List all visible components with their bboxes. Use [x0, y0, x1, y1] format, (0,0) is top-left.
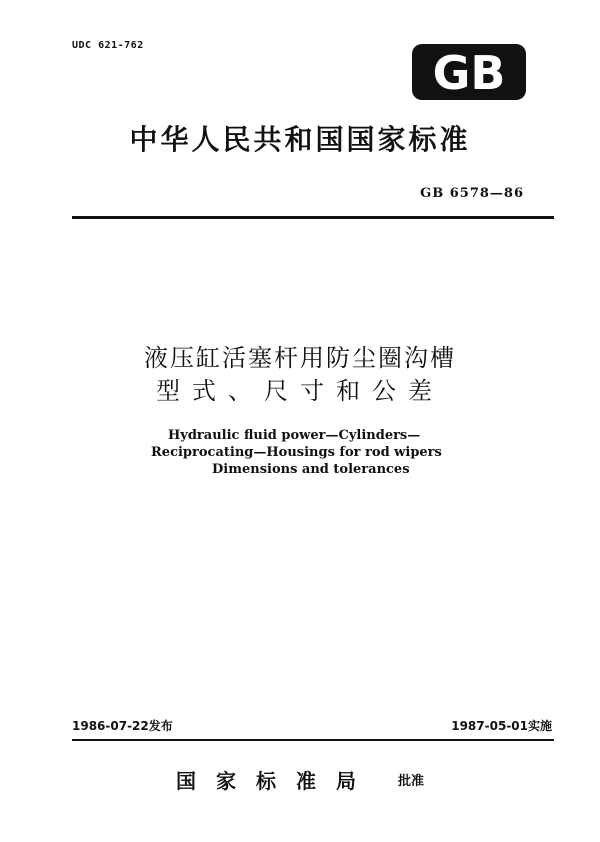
title-en-line-1: Hydraulic fluid power—Cylinders—	[168, 428, 421, 443]
title-zh-line-1: 液压缸活塞杆用防尘圈沟槽	[144, 344, 456, 372]
footer-divider	[72, 739, 554, 741]
title-en-line-3: Dimensions and tolerances	[212, 462, 410, 477]
standard-number: GB 6578—86	[420, 186, 524, 201]
issue-date: 1986-07-22发布	[72, 719, 173, 733]
approval-label: 批准	[398, 774, 425, 789]
issuing-authority: 国家标准局	[176, 769, 376, 793]
gb-logo-text: GB	[432, 46, 506, 100]
udc-code: UDC 621-762	[72, 40, 144, 51]
header-divider	[72, 216, 554, 219]
implementation-date: 1987-05-01实施	[451, 719, 552, 733]
national-standard-heading: 中华人民共和国国家标准	[129, 123, 471, 156]
gb-logo	[411, 43, 527, 101]
title-zh-line-2: 型式、尺寸和公差	[156, 377, 444, 405]
title-en-line-2: Reciprocating—Housings for rod wipers	[151, 445, 442, 460]
